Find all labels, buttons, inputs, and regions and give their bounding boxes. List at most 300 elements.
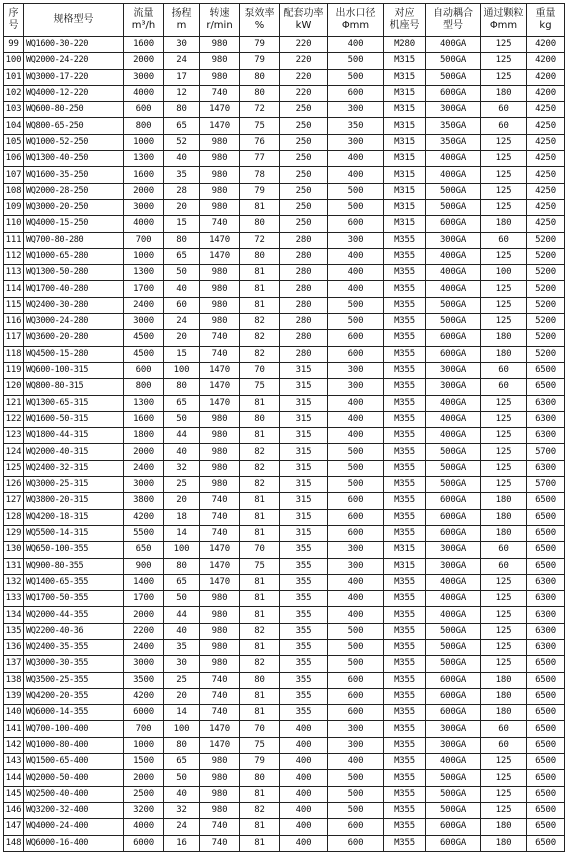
cell-weight: 6500	[527, 721, 565, 737]
cell-outlet-diameter: 300	[328, 558, 384, 574]
cell-particle: 180	[481, 346, 527, 362]
cell-particle: 125	[481, 199, 527, 215]
cell-no: 103	[4, 102, 24, 118]
cell-flow: 900	[124, 558, 164, 574]
header-particle-label: 通过颗粒	[483, 8, 524, 19]
cell-model: WQ1300-40-250	[24, 151, 124, 167]
cell-efficiency: 79	[240, 37, 280, 53]
cell-particle: 180	[481, 688, 527, 704]
cell-speed: 1470	[200, 542, 240, 558]
cell-power: 315	[280, 444, 328, 460]
cell-coupling: 500GA	[426, 477, 481, 493]
cell-frame: M315	[384, 118, 426, 134]
cell-efficiency: 81	[240, 639, 280, 655]
cell-frame: M355	[384, 639, 426, 655]
cell-no: 146	[4, 802, 24, 818]
cell-weight: 4200	[527, 85, 565, 101]
cell-no: 100	[4, 53, 24, 69]
cell-power: 220	[280, 37, 328, 53]
cell-weight: 4250	[527, 216, 565, 232]
cell-outlet-diameter: 350	[328, 118, 384, 134]
cell-no: 113	[4, 265, 24, 281]
table-row	[4, 623, 565, 639]
cell-model: WQ2000-40-315	[24, 444, 124, 460]
cell-head: 16	[164, 835, 200, 851]
header-efficiency-unit: %	[254, 20, 265, 31]
cell-speed: 740	[200, 330, 240, 346]
table-row	[4, 69, 565, 85]
cell-power: 280	[280, 314, 328, 330]
cell-efficiency: 78	[240, 167, 280, 183]
cell-model: WQ2000-24-220	[24, 53, 124, 69]
header-model	[24, 4, 124, 37]
cell-weight: 6300	[527, 623, 565, 639]
cell-particle: 180	[481, 330, 527, 346]
cell-no: 123	[4, 428, 24, 444]
cell-model: WQ1000-52-250	[24, 134, 124, 150]
cell-weight: 6500	[527, 672, 565, 688]
cell-frame: M355	[384, 721, 426, 737]
cell-flow: 2400	[124, 460, 164, 476]
cell-particle: 125	[481, 591, 527, 607]
cell-head: 80	[164, 102, 200, 118]
cell-frame: M355	[384, 607, 426, 623]
cell-flow: 1300	[124, 395, 164, 411]
cell-weight: 4250	[527, 102, 565, 118]
cell-efficiency: 81	[240, 574, 280, 590]
cell-efficiency: 81	[240, 835, 280, 851]
cell-particle: 125	[481, 53, 527, 69]
cell-speed: 980	[200, 411, 240, 427]
cell-flow: 3800	[124, 493, 164, 509]
header-power-unit: kW	[295, 20, 312, 31]
cell-particle: 125	[481, 411, 527, 427]
cell-speed: 980	[200, 428, 240, 444]
cell-speed: 1470	[200, 118, 240, 134]
cell-power: 315	[280, 362, 328, 378]
cell-coupling: 600GA	[426, 346, 481, 362]
cell-power: 220	[280, 53, 328, 69]
cell-power: 355	[280, 688, 328, 704]
cell-coupling: 300GA	[426, 232, 481, 248]
cell-power: 315	[280, 493, 328, 509]
cell-no: 127	[4, 493, 24, 509]
cell-outlet-diameter: 300	[328, 379, 384, 395]
cell-speed: 980	[200, 460, 240, 476]
cell-efficiency: 81	[240, 199, 280, 215]
cell-no: 115	[4, 297, 24, 313]
cell-head: 24	[164, 314, 200, 330]
cell-head: 15	[164, 346, 200, 362]
cell-frame: M315	[384, 134, 426, 150]
cell-flow: 1000	[124, 737, 164, 753]
cell-model: WQ3000-17-220	[24, 69, 124, 85]
cell-outlet-diameter: 300	[328, 721, 384, 737]
cell-flow: 4500	[124, 346, 164, 362]
cell-frame: M355	[384, 379, 426, 395]
cell-outlet-diameter: 500	[328, 477, 384, 493]
cell-no: 121	[4, 395, 24, 411]
cell-weight: 5200	[527, 281, 565, 297]
cell-weight: 6300	[527, 574, 565, 590]
header-head	[164, 4, 200, 37]
cell-particle: 125	[481, 802, 527, 818]
cell-flow: 1700	[124, 591, 164, 607]
pump-spec-table-page	[3, 3, 565, 852]
cell-frame: M355	[384, 265, 426, 281]
header-flow	[124, 4, 164, 37]
cell-flow: 1300	[124, 265, 164, 281]
cell-weight: 5700	[527, 444, 565, 460]
cell-outlet-diameter: 500	[328, 639, 384, 655]
cell-weight: 6500	[527, 737, 565, 753]
cell-power: 250	[280, 199, 328, 215]
cell-no: 114	[4, 281, 24, 297]
cell-efficiency: 82	[240, 477, 280, 493]
cell-efficiency: 79	[240, 183, 280, 199]
cell-no: 99	[4, 37, 24, 53]
cell-head: 35	[164, 639, 200, 655]
cell-frame: M355	[384, 591, 426, 607]
cell-speed: 1470	[200, 232, 240, 248]
cell-model: WQ3600-20-280	[24, 330, 124, 346]
cell-speed: 980	[200, 623, 240, 639]
table-row	[4, 248, 565, 264]
cell-efficiency: 81	[240, 265, 280, 281]
table-row	[4, 151, 565, 167]
cell-flow: 6000	[124, 705, 164, 721]
cell-outlet-diameter: 300	[328, 134, 384, 150]
cell-head: 24	[164, 53, 200, 69]
cell-flow: 3000	[124, 199, 164, 215]
cell-coupling: 600GA	[426, 705, 481, 721]
header-no-unit: 号	[8, 20, 19, 31]
cell-weight: 6300	[527, 428, 565, 444]
cell-speed: 980	[200, 314, 240, 330]
cell-head: 18	[164, 509, 200, 525]
cell-coupling: 400GA	[426, 607, 481, 623]
cell-no: 118	[4, 346, 24, 362]
cell-head: 65	[164, 118, 200, 134]
cell-head: 32	[164, 460, 200, 476]
table-row	[4, 183, 565, 199]
cell-frame: M355	[384, 444, 426, 460]
cell-weight: 6500	[527, 770, 565, 786]
cell-weight: 6300	[527, 395, 565, 411]
cell-speed: 980	[200, 786, 240, 802]
cell-head: 32	[164, 802, 200, 818]
cell-flow: 2000	[124, 607, 164, 623]
cell-efficiency: 70	[240, 721, 280, 737]
cell-flow: 1800	[124, 428, 164, 444]
cell-no: 134	[4, 607, 24, 623]
cell-particle: 60	[481, 362, 527, 378]
cell-efficiency: 81	[240, 607, 280, 623]
cell-speed: 980	[200, 802, 240, 818]
cell-outlet-diameter: 500	[328, 183, 384, 199]
cell-model: WQ1600-35-250	[24, 167, 124, 183]
cell-head: 17	[164, 69, 200, 85]
cell-power: 315	[280, 509, 328, 525]
cell-coupling: 400GA	[426, 167, 481, 183]
cell-frame: M315	[384, 53, 426, 69]
cell-particle: 180	[481, 509, 527, 525]
table-row	[4, 705, 565, 721]
table-row	[4, 672, 565, 688]
cell-frame: M355	[384, 819, 426, 835]
cell-outlet-diameter: 400	[328, 248, 384, 264]
cell-particle: 125	[481, 656, 527, 672]
cell-model: WQ4000-24-400	[24, 819, 124, 835]
header-outlet-diameter-unit: Φmm	[341, 20, 370, 31]
cell-particle: 125	[481, 395, 527, 411]
cell-outlet-diameter: 500	[328, 314, 384, 330]
cell-no: 138	[4, 672, 24, 688]
cell-speed: 1470	[200, 558, 240, 574]
cell-power: 280	[280, 330, 328, 346]
cell-flow: 4000	[124, 216, 164, 232]
cell-coupling: 500GA	[426, 786, 481, 802]
cell-flow: 2000	[124, 53, 164, 69]
cell-weight: 6500	[527, 754, 565, 770]
header-model-label: 规格型号	[53, 14, 94, 25]
cell-particle: 125	[481, 281, 527, 297]
cell-coupling: 500GA	[426, 183, 481, 199]
cell-no: 129	[4, 525, 24, 541]
cell-power: 355	[280, 542, 328, 558]
cell-coupling: 300GA	[426, 542, 481, 558]
cell-weight: 4250	[527, 183, 565, 199]
cell-power: 355	[280, 607, 328, 623]
cell-coupling: 500GA	[426, 639, 481, 655]
cell-weight: 5200	[527, 232, 565, 248]
cell-no: 120	[4, 379, 24, 395]
cell-particle: 60	[481, 102, 527, 118]
cell-head: 12	[164, 85, 200, 101]
cell-weight: 6500	[527, 819, 565, 835]
cell-frame: M355	[384, 509, 426, 525]
cell-no: 109	[4, 199, 24, 215]
cell-head: 80	[164, 232, 200, 248]
cell-head: 65	[164, 248, 200, 264]
cell-coupling: 500GA	[426, 69, 481, 85]
cell-speed: 980	[200, 444, 240, 460]
cell-power: 250	[280, 134, 328, 150]
cell-efficiency: 82	[240, 802, 280, 818]
cell-no: 124	[4, 444, 24, 460]
cell-outlet-diameter: 500	[328, 199, 384, 215]
table-row	[4, 428, 565, 444]
cell-efficiency: 81	[240, 428, 280, 444]
cell-head: 50	[164, 770, 200, 786]
table-row	[4, 607, 565, 623]
cell-coupling: 400GA	[426, 754, 481, 770]
cell-flow: 2000	[124, 183, 164, 199]
cell-speed: 740	[200, 85, 240, 101]
cell-outlet-diameter: 400	[328, 151, 384, 167]
header-flow-label: 流量	[133, 8, 154, 19]
cell-power: 400	[280, 754, 328, 770]
cell-flow: 2400	[124, 297, 164, 313]
cell-power: 280	[280, 281, 328, 297]
cell-frame: M315	[384, 69, 426, 85]
cell-particle: 125	[481, 477, 527, 493]
cell-outlet-diameter: 600	[328, 672, 384, 688]
cell-outlet-diameter: 600	[328, 835, 384, 851]
cell-speed: 980	[200, 770, 240, 786]
cell-model: WQ700-80-280	[24, 232, 124, 248]
cell-particle: 125	[481, 151, 527, 167]
header-row	[4, 4, 565, 37]
cell-coupling: 600GA	[426, 688, 481, 704]
cell-flow: 2400	[124, 639, 164, 655]
cell-efficiency: 81	[240, 281, 280, 297]
cell-weight: 4200	[527, 37, 565, 53]
cell-no: 112	[4, 248, 24, 264]
cell-frame: M355	[384, 525, 426, 541]
cell-model: WQ1700-50-355	[24, 591, 124, 607]
table-row	[4, 477, 565, 493]
cell-outlet-diameter: 300	[328, 542, 384, 558]
cell-outlet-diameter: 400	[328, 281, 384, 297]
cell-flow: 4200	[124, 509, 164, 525]
cell-particle: 125	[481, 183, 527, 199]
cell-speed: 740	[200, 835, 240, 851]
cell-coupling: 600GA	[426, 525, 481, 541]
cell-speed: 980	[200, 69, 240, 85]
table-row	[4, 395, 565, 411]
cell-efficiency: 72	[240, 102, 280, 118]
pump-spec-table	[3, 3, 565, 852]
cell-weight: 6500	[527, 493, 565, 509]
cell-efficiency: 80	[240, 248, 280, 264]
cell-frame: M355	[384, 314, 426, 330]
cell-coupling: 600GA	[426, 216, 481, 232]
cell-head: 40	[164, 281, 200, 297]
cell-weight: 6500	[527, 802, 565, 818]
cell-weight: 5200	[527, 330, 565, 346]
cell-coupling: 300GA	[426, 362, 481, 378]
cell-coupling: 500GA	[426, 623, 481, 639]
cell-no: 125	[4, 460, 24, 476]
cell-coupling: 500GA	[426, 314, 481, 330]
cell-model: WQ4200-20-355	[24, 688, 124, 704]
cell-weight: 4250	[527, 199, 565, 215]
cell-flow: 4000	[124, 85, 164, 101]
cell-speed: 740	[200, 819, 240, 835]
cell-coupling: 300GA	[426, 558, 481, 574]
cell-outlet-diameter: 600	[328, 346, 384, 362]
cell-coupling: 500GA	[426, 770, 481, 786]
cell-coupling: 400GA	[426, 281, 481, 297]
cell-power: 400	[280, 721, 328, 737]
header-particle-unit: Φmm	[489, 20, 518, 31]
cell-head: 14	[164, 705, 200, 721]
header-power-label: 配套功率	[283, 8, 324, 19]
cell-head: 52	[164, 134, 200, 150]
cell-outlet-diameter: 600	[328, 216, 384, 232]
cell-head: 28	[164, 183, 200, 199]
cell-power: 250	[280, 216, 328, 232]
cell-model: WQ800-65-250	[24, 118, 124, 134]
cell-flow: 3200	[124, 802, 164, 818]
header-flow-unit: m³/h	[131, 20, 156, 31]
cell-coupling: 400GA	[426, 248, 481, 264]
cell-coupling: 350GA	[426, 118, 481, 134]
cell-model: WQ3000-24-280	[24, 314, 124, 330]
cell-frame: M355	[384, 248, 426, 264]
cell-frame: M315	[384, 542, 426, 558]
cell-head: 60	[164, 297, 200, 313]
cell-flow: 1000	[124, 248, 164, 264]
cell-frame: M355	[384, 493, 426, 509]
cell-frame: M355	[384, 411, 426, 427]
cell-speed: 1470	[200, 721, 240, 737]
cell-model: WQ600-80-250	[24, 102, 124, 118]
cell-efficiency: 81	[240, 705, 280, 721]
cell-no: 107	[4, 167, 24, 183]
cell-coupling: 300GA	[426, 721, 481, 737]
cell-outlet-diameter: 400	[328, 37, 384, 53]
table-row	[4, 265, 565, 281]
cell-model: WQ1300-65-315	[24, 395, 124, 411]
cell-weight: 6500	[527, 525, 565, 541]
cell-model: WQ2400-35-355	[24, 639, 124, 655]
cell-speed: 1470	[200, 574, 240, 590]
cell-model: WQ2500-40-400	[24, 786, 124, 802]
cell-efficiency: 80	[240, 69, 280, 85]
cell-flow: 3000	[124, 656, 164, 672]
cell-no: 136	[4, 639, 24, 655]
cell-speed: 980	[200, 199, 240, 215]
cell-weight: 6500	[527, 379, 565, 395]
cell-particle: 125	[481, 770, 527, 786]
cell-efficiency: 81	[240, 688, 280, 704]
header-efficiency	[240, 4, 280, 37]
cell-model: WQ1800-44-315	[24, 428, 124, 444]
cell-flow: 1600	[124, 37, 164, 53]
cell-head: 30	[164, 656, 200, 672]
cell-flow: 700	[124, 232, 164, 248]
header-frame	[384, 4, 426, 37]
cell-efficiency: 81	[240, 509, 280, 525]
cell-no: 101	[4, 69, 24, 85]
cell-no: 119	[4, 362, 24, 378]
cell-power: 280	[280, 265, 328, 281]
cell-head: 100	[164, 721, 200, 737]
cell-weight: 4250	[527, 151, 565, 167]
cell-frame: M355	[384, 688, 426, 704]
cell-outlet-diameter: 400	[328, 754, 384, 770]
cell-efficiency: 72	[240, 232, 280, 248]
cell-flow: 3000	[124, 69, 164, 85]
cell-particle: 125	[481, 314, 527, 330]
cell-no: 111	[4, 232, 24, 248]
cell-coupling: 500GA	[426, 53, 481, 69]
cell-efficiency: 75	[240, 118, 280, 134]
cell-efficiency: 70	[240, 362, 280, 378]
cell-flow: 1500	[124, 754, 164, 770]
cell-weight: 6300	[527, 411, 565, 427]
cell-frame: M315	[384, 183, 426, 199]
header-outlet-diameter-label: 出水口径	[335, 8, 376, 19]
cell-weight: 6500	[527, 558, 565, 574]
cell-power: 315	[280, 395, 328, 411]
table-row	[4, 525, 565, 541]
cell-no: 145	[4, 786, 24, 802]
cell-particle: 125	[481, 248, 527, 264]
cell-frame: M355	[384, 281, 426, 297]
